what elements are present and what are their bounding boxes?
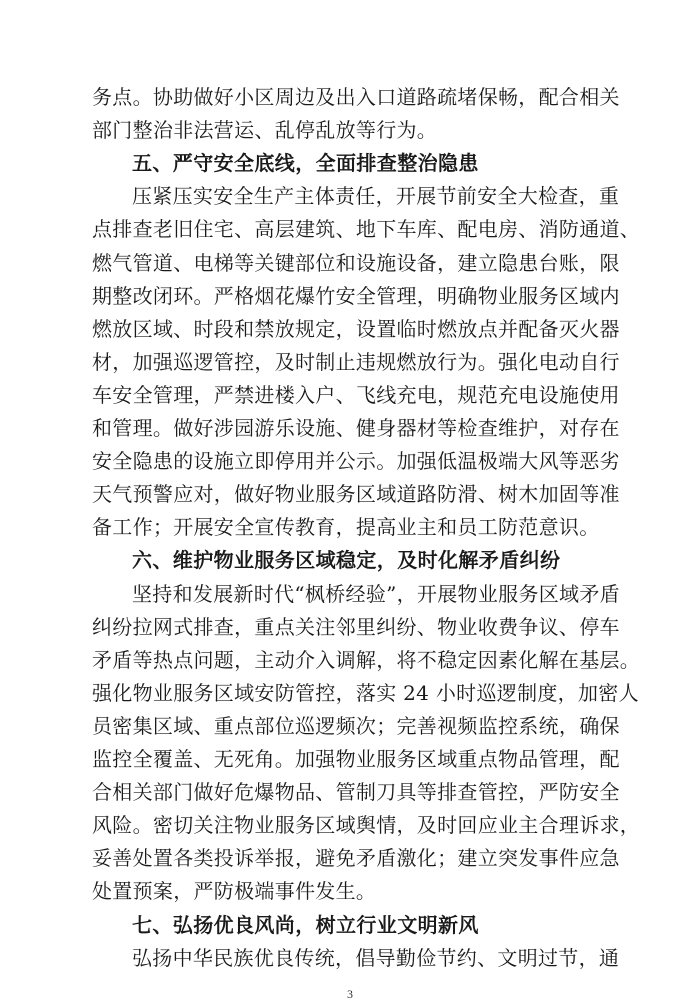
- body-text-line: 压紧压实安全生产主体责任，开展节前安全大检查，重: [132, 184, 620, 209]
- body-text-line: 点排查老旧住宅、高层建筑、地下车库、配电房、消防通道、: [92, 217, 641, 242]
- section-heading-7: 七、弘扬优良风尚，树立行业文明新风: [132, 912, 479, 937]
- body-text-line: 安全隐患的设施立即停用并公示。加强低温极端大风等恶劣: [92, 449, 620, 474]
- section-heading-5: 五、严守安全底线，全面排查整治隐患: [132, 151, 479, 176]
- body-text-line: 燃放区域、时段和禁放规定，设置临时燃放点并配备灭火器: [92, 316, 620, 341]
- body-text-line: 和管理。做好涉园游乐设施、健身器材等检查维护，对存在: [92, 416, 620, 440]
- body-text-line: 强化物业服务区域安防管控，落实 24 小时巡逻制度，加密人: [92, 680, 639, 705]
- body-text-line: 员密集区域、重点部位巡逻频次；完善视频监控系统，确保: [92, 713, 620, 738]
- body-text-line: 妥善处置各类投诉举报，避免矛盾激化；建立突发事件应急: [92, 846, 620, 871]
- body-text-line: 期整改闭环。严格烟花爆竹安全管理，明确物业服务区域内: [92, 283, 620, 308]
- body-text-line: 材，加强巡逻管控，及时制止违规燃放行为。强化电动自行: [92, 349, 620, 374]
- page-number: 3: [347, 986, 353, 1001]
- body-text-line: 部门整治非法营运、乱停乱放等行为。: [92, 118, 438, 143]
- body-text-line: 风险。密切关注物业服务区域舆情，及时回应业主合理诉求，: [92, 813, 641, 838]
- body-text-line: 车安全管理，严禁进楼入户、飞线充电，规范充电设施使用: [92, 382, 620, 407]
- body-text-line: 务点。协助做好小区周边及出入口道路疏堵保畅，配合相关: [92, 85, 620, 109]
- body-text-line: 天气预警应对，做好物业服务区域道路防滑、树木加固等准: [92, 482, 620, 507]
- body-text-line: 坚持和发展新时代“枫桥经验”，开展物业服务区域矛盾: [132, 581, 620, 606]
- body-text-line: 纠纷拉网式排查，重点关注邻里纠纷、物业收费争议、停车: [92, 614, 620, 639]
- body-text-line: 弘扬中华民族优良传统，倡导勤俭节约、文明过节，通: [132, 945, 620, 970]
- body-text-line: 燃气管道、电梯等关键部位和设施设备，建立隐患台账，限: [92, 250, 620, 275]
- body-text-line: 监控全覆盖、无死角。加强物业服务区域重点物品管理，配: [92, 747, 620, 771]
- section-heading-6: 六、维护物业服务区域稳定，及时化解矛盾纠纷: [132, 548, 561, 573]
- body-text-line: 矛盾等热点问题，主动介入调解，将不稳定因素化解在基层。: [92, 647, 641, 672]
- body-text-line: 备工作；开展安全宣传教育，提高业主和员工防范意识。: [92, 515, 600, 540]
- body-text-line: 合相关部门做好危爆物品、管制刀具等排查管控，严防安全: [92, 780, 620, 805]
- body-text-line: 处置预案，严防极端事件发生。: [92, 879, 377, 904]
